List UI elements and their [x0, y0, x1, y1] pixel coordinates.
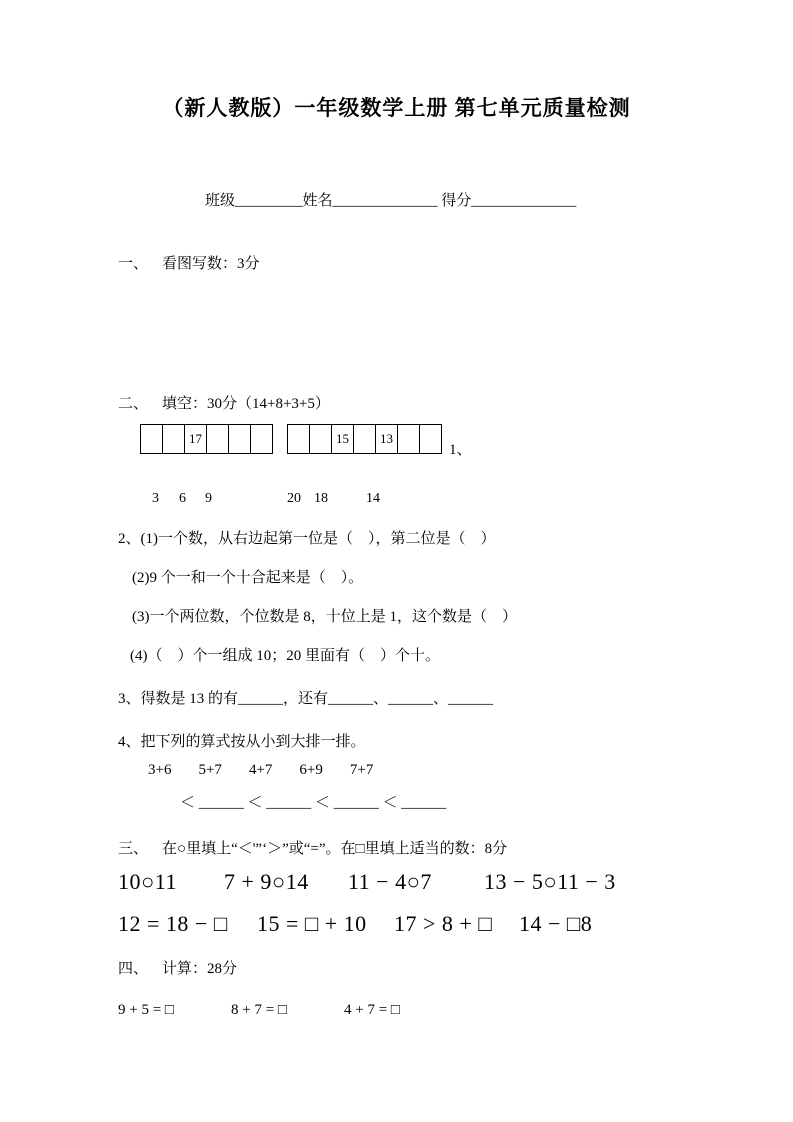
- calc-item: 8 + 7 = □: [231, 1002, 287, 1018]
- grid-cell: [310, 425, 332, 453]
- section-4-title: 计算：28分: [162, 961, 238, 977]
- question-1-label: 1、: [449, 442, 472, 458]
- question-2-line-4: (4)（ ）个一组成 10；20 里面有（ ）个十。: [130, 648, 440, 664]
- fill-box-item: 14 − □8: [519, 911, 593, 936]
- grid-cell: [251, 425, 272, 453]
- grid-cell: [229, 425, 251, 453]
- question-2-line-2: (2)9 个一和一个十合起来是（ ）。: [132, 570, 364, 586]
- grid-cell: 13: [376, 425, 398, 453]
- grid-cell: 15: [332, 425, 354, 453]
- grid-cell: [207, 425, 229, 453]
- grid-cell: [163, 425, 185, 453]
- question-2-line-3: (3)一个两位数，个位数是 8，十位上是 1，这个数是（ ）: [132, 609, 517, 625]
- calc-item: 9 + 5 = □: [118, 1002, 174, 1018]
- grid-cell: [288, 425, 310, 453]
- question-4-label: 4、把下列的算式按从小到大排一排。: [118, 734, 366, 750]
- expression: 4+7: [248, 762, 273, 778]
- calc-item: 4 + 7 = □: [344, 1002, 400, 1018]
- compare-item: 7 + 9○14: [224, 869, 309, 894]
- question-3-line: 3、得数是 13 的有______，还有______、______、______: [118, 691, 494, 707]
- compare-item: 13 − 5○11 − 3: [484, 869, 616, 894]
- section-2-number: 二、: [118, 396, 149, 412]
- fill-box-item: 17 > 8 + □: [394, 911, 493, 936]
- grid-hint-number: 18: [314, 491, 328, 506]
- section-4-number: 四、: [118, 961, 149, 977]
- section-3-title: 在○里填上“＜'”‘＞”或“=”。在□里填上适当的数：8分: [162, 841, 508, 857]
- compare-item: 11 − 4○7: [348, 869, 432, 894]
- expression: 5+7: [198, 762, 222, 778]
- grid-cell: [398, 425, 420, 453]
- expression: 7+7: [349, 762, 374, 778]
- expression: 6+9: [299, 762, 323, 778]
- grid-cell: [420, 425, 441, 453]
- section-4-heading: [118, 957, 237, 978]
- question-4-expressions: [148, 762, 400, 779]
- number-grid-2: [287, 424, 442, 454]
- grid-cell: [141, 425, 163, 453]
- number-grid-1: [140, 424, 273, 454]
- header-blanks-line: 班级_________姓名______________ 得分______________: [205, 193, 577, 209]
- section-1-heading: [118, 252, 260, 273]
- grid-hint-number: 9: [205, 491, 212, 506]
- expression: 3+6: [148, 762, 172, 778]
- grid-cell: [354, 425, 376, 453]
- section-1-title: 看图写数：3分: [162, 256, 260, 272]
- grid-cell: 17: [185, 425, 207, 453]
- section-3-heading: [118, 837, 507, 858]
- section-3-number: 三、: [118, 841, 149, 857]
- section-2-heading: [118, 392, 330, 413]
- section-2-title: 填空：30分（14+8+3+5）: [162, 396, 330, 412]
- page-title: （新人教版）一年级数学上册 第七单元质量检测: [162, 96, 631, 120]
- grid-hint-number: 3: [152, 491, 159, 506]
- fill-box-item: 12 = 18 − □: [118, 911, 228, 936]
- grid-hint-number: 20: [287, 491, 301, 506]
- question-4-ordering-blanks: ＜ ______ ＜ ______ ＜ ______ ＜ ______: [180, 795, 447, 811]
- compare-item: 10○11: [118, 869, 177, 894]
- grid-hint-number: 6: [179, 491, 186, 506]
- grid-hint-number: 14: [366, 491, 380, 506]
- question-2-line-1: 2、(1)一个数，从右边起第一位是（ ），第二位是（ ）: [118, 531, 496, 547]
- section-1-number: 一、: [118, 256, 149, 272]
- fill-box-item: 15 = □ + 10: [257, 911, 367, 936]
